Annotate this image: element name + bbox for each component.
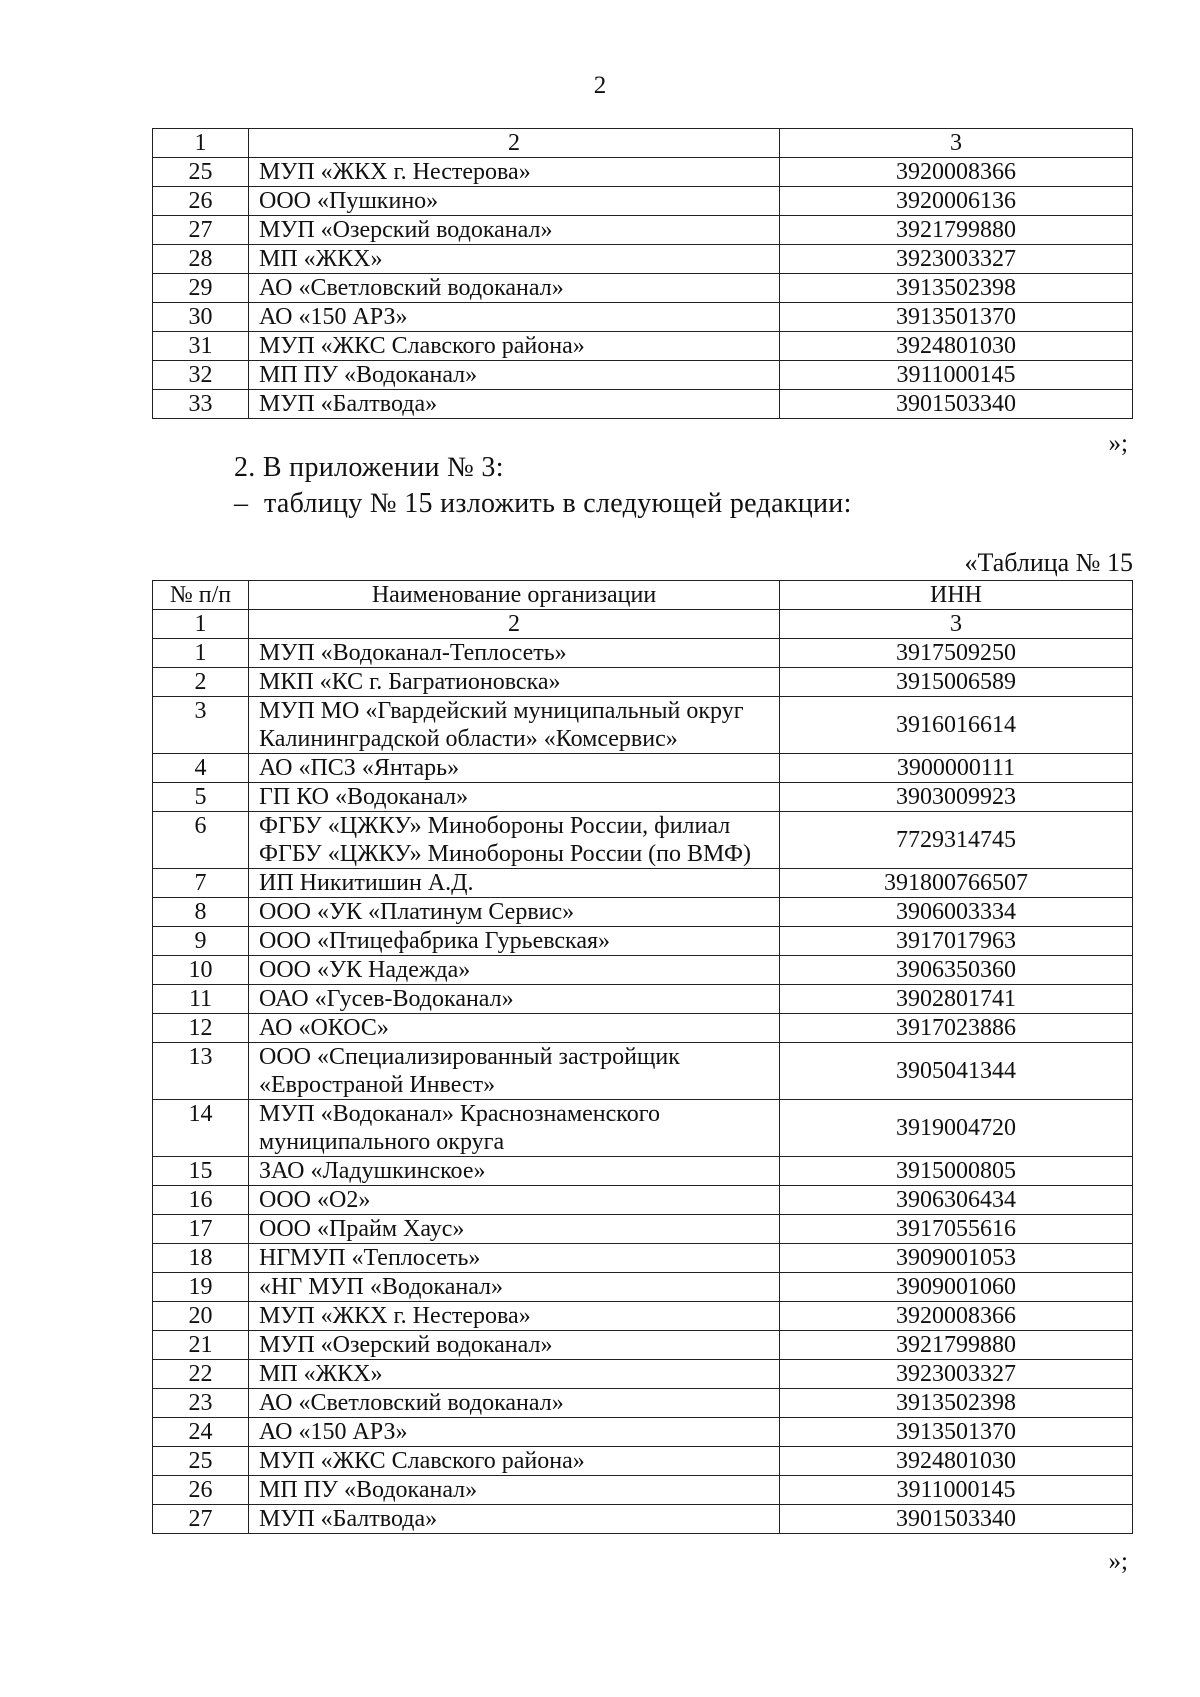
- table-row: [153, 812, 1133, 869]
- table-row: [153, 1043, 1133, 1100]
- inn-value: 3920006136: [780, 187, 1133, 216]
- table-row: [153, 158, 1133, 187]
- inn-value: 3913501370: [780, 1418, 1133, 1447]
- organization-name: МУП «Балтвода»: [249, 1505, 780, 1534]
- column-number-2: 2: [249, 610, 780, 639]
- column-number-3: 3: [780, 610, 1133, 639]
- inn-value: 3913502398: [780, 274, 1133, 303]
- organization-name: ООО «УК Надежда»: [249, 956, 780, 985]
- inn-value: 3913502398: [780, 1389, 1133, 1418]
- inn-value: 3917023886: [780, 1014, 1133, 1043]
- table-row: [153, 1244, 1133, 1273]
- inn-value: 3905041344: [780, 1043, 1133, 1100]
- organization-name: ИП Никитишин А.Д.: [249, 869, 780, 898]
- row-number: 26: [153, 1476, 249, 1505]
- inn-value: 3921799880: [780, 1331, 1133, 1360]
- organization-name: МУП «ЖКС Славского района»: [249, 1447, 780, 1476]
- section-heading-appendix-3: 2. В приложении № 3:: [234, 452, 504, 483]
- table-row: [153, 754, 1133, 783]
- inn-value: 3924801030: [780, 1447, 1133, 1476]
- table-row: [153, 1302, 1133, 1331]
- table-row: [153, 303, 1133, 332]
- table-row: [153, 1186, 1133, 1215]
- organization-name: АО «150 АРЗ»: [249, 1418, 780, 1447]
- row-number: 19: [153, 1273, 249, 1302]
- organization-name: ООО «Специализированный застройщик «Евространой Инвест»: [249, 1043, 780, 1100]
- table-row: [153, 1331, 1133, 1360]
- inn-value: 3909001060: [780, 1273, 1133, 1302]
- organization-name: НГМУП «Теплосеть»: [249, 1244, 780, 1273]
- row-number: 16: [153, 1186, 249, 1215]
- organization-name: МУП «ЖКХ г. Нестерова»: [249, 158, 780, 187]
- table-row: [153, 1157, 1133, 1186]
- inn-value: 391800766507: [780, 869, 1133, 898]
- column-numbers-row: [153, 610, 1133, 639]
- column-number-3: 3: [780, 129, 1133, 158]
- organization-name: МУП МО «Гвардейский муниципальный округ Калининградской области» «Комсервис»: [249, 697, 780, 754]
- inn-value: 3909001053: [780, 1244, 1133, 1273]
- organization-name: ООО «Прайм Хаус»: [249, 1215, 780, 1244]
- inn-value: 3911000145: [780, 361, 1133, 390]
- organization-name: МУП «Озерский водоканал»: [249, 1331, 780, 1360]
- organization-name: ФГБУ «ЦЖКУ» Минобороны России, филиал ФГБУ «ЦЖКУ» Минобороны России (по ВМФ): [249, 812, 780, 869]
- closing-quote-first: »;: [1108, 430, 1128, 457]
- row-number: 1: [153, 639, 249, 668]
- inn-value: 3924801030: [780, 332, 1133, 361]
- table-row: [153, 1215, 1133, 1244]
- table-row: [153, 332, 1133, 361]
- inn-value: 3906306434: [780, 1186, 1133, 1215]
- organization-name: ООО «О2»: [249, 1186, 780, 1215]
- row-number: 14: [153, 1100, 249, 1157]
- row-number: 11: [153, 985, 249, 1014]
- header-row: [153, 129, 1133, 158]
- table-row: [153, 869, 1133, 898]
- organization-name: АО «150 АРЗ»: [249, 303, 780, 332]
- row-number: 22: [153, 1360, 249, 1389]
- table-row: [153, 1273, 1133, 1302]
- inn-value: 3917509250: [780, 639, 1133, 668]
- row-number: 13: [153, 1043, 249, 1100]
- row-number: 7: [153, 869, 249, 898]
- inn-value: 3901503340: [780, 1505, 1133, 1534]
- organization-name: МП ПУ «Водоканал»: [249, 1476, 780, 1505]
- table-row: [153, 956, 1133, 985]
- closing-quote-second: »;: [1108, 1548, 1128, 1575]
- organization-name: ООО «УК «Платинум Сервис»: [249, 898, 780, 927]
- table-row: [153, 245, 1133, 274]
- organization-name: АО «Светловский водоканал»: [249, 1389, 780, 1418]
- inn-value: 3915006589: [780, 668, 1133, 697]
- inn-value: 3920008366: [780, 158, 1133, 187]
- row-number: 10: [153, 956, 249, 985]
- column-header-name: Наименование организации: [249, 581, 780, 610]
- table-row: [153, 390, 1133, 419]
- row-number: 2: [153, 668, 249, 697]
- row-number: 9: [153, 927, 249, 956]
- inn-value: 3919004720: [780, 1100, 1133, 1157]
- table-row: [153, 361, 1133, 390]
- inn-value: 3921799880: [780, 216, 1133, 245]
- inn-value: 3901503340: [780, 390, 1133, 419]
- column-header-inn: ИНН: [780, 581, 1133, 610]
- organization-name: МП «ЖКХ»: [249, 1360, 780, 1389]
- table-row: [153, 898, 1133, 927]
- inn-value: 3923003327: [780, 1360, 1133, 1389]
- page-number: 2: [593, 72, 607, 99]
- instruction-text: таблицу № 15 изложить в следующей редакции:: [264, 488, 852, 519]
- organization-name: ГП КО «Водоканал»: [249, 783, 780, 812]
- table-row: [153, 1014, 1133, 1043]
- row-number: 17: [153, 1215, 249, 1244]
- row-number: 3: [153, 697, 249, 754]
- organization-name: ООО «Птицефабрика Гурьевская»: [249, 927, 780, 956]
- column-number-1: 1: [153, 610, 249, 639]
- table-row: [153, 927, 1133, 956]
- row-number: 6: [153, 812, 249, 869]
- organizations-table-continued: [152, 128, 1133, 419]
- table-row: [153, 1360, 1133, 1389]
- row-number: 27: [153, 216, 249, 245]
- inn-value: 3917055616: [780, 1215, 1133, 1244]
- row-number: 28: [153, 245, 249, 274]
- row-number: 29: [153, 274, 249, 303]
- row-number: 21: [153, 1331, 249, 1360]
- table-row: [153, 1389, 1133, 1418]
- organization-name: МП ПУ «Водоканал»: [249, 361, 780, 390]
- row-number: 33: [153, 390, 249, 419]
- organization-name: МУП «ЖКХ г. Нестерова»: [249, 1302, 780, 1331]
- organizations-table-15: [152, 580, 1133, 1534]
- table-row: [153, 1505, 1133, 1534]
- inn-value: 7729314745: [780, 812, 1133, 869]
- row-number: 23: [153, 1389, 249, 1418]
- row-number: 25: [153, 1447, 249, 1476]
- row-number: 12: [153, 1014, 249, 1043]
- row-number: 24: [153, 1418, 249, 1447]
- row-number: 5: [153, 783, 249, 812]
- table-row: [153, 216, 1133, 245]
- row-number: 4: [153, 754, 249, 783]
- inn-value: 3903009923: [780, 783, 1133, 812]
- table-caption: «Таблица № 15: [964, 548, 1133, 577]
- organization-name: АО «Светловский водоканал»: [249, 274, 780, 303]
- organization-name: МУП «Водоканал» Краснознаменского муниципального округа: [249, 1100, 780, 1157]
- table-row: [153, 1447, 1133, 1476]
- row-number: 25: [153, 158, 249, 187]
- row-number: 26: [153, 187, 249, 216]
- inn-value: 3900000111: [780, 754, 1133, 783]
- organization-name: МУП «ЖКС Славского района»: [249, 332, 780, 361]
- inn-value: 3902801741: [780, 985, 1133, 1014]
- table-row: [153, 1418, 1133, 1447]
- row-number: 30: [153, 303, 249, 332]
- row-number: 27: [153, 1505, 249, 1534]
- inn-value: 3920008366: [780, 1302, 1133, 1331]
- row-number: 31: [153, 332, 249, 361]
- organization-name: МП «ЖКХ»: [249, 245, 780, 274]
- organization-name: ОАО «Гусев-Водоканал»: [249, 985, 780, 1014]
- inn-value: 3923003327: [780, 245, 1133, 274]
- column-number-1: 1: [153, 129, 249, 158]
- table-row: [153, 697, 1133, 754]
- row-number: 20: [153, 1302, 249, 1331]
- instruction-line: [234, 488, 852, 520]
- row-number: 8: [153, 898, 249, 927]
- list-dash: –: [234, 488, 249, 519]
- organization-name: ООО «Пушкино»: [249, 187, 780, 216]
- organization-name: МУП «Озерский водоканал»: [249, 216, 780, 245]
- table-row: [153, 985, 1133, 1014]
- organization-name: «НГ МУП «Водоканал»: [249, 1273, 780, 1302]
- table-row: [153, 274, 1133, 303]
- organization-name: ЗАО «Ладушкинское»: [249, 1157, 780, 1186]
- row-number: 32: [153, 361, 249, 390]
- organization-name: МУП «Балтвода»: [249, 390, 780, 419]
- column-header-number: № п/п: [153, 581, 249, 610]
- table-row: [153, 668, 1133, 697]
- table-row: [153, 1476, 1133, 1505]
- row-number: 18: [153, 1244, 249, 1273]
- table-row: [153, 639, 1133, 668]
- table-row: [153, 1100, 1133, 1157]
- inn-value: 3915000805: [780, 1157, 1133, 1186]
- inn-value: 3913501370: [780, 303, 1133, 332]
- table-row: [153, 187, 1133, 216]
- organization-name: АО «ОКОС»: [249, 1014, 780, 1043]
- inn-value: 3906003334: [780, 898, 1133, 927]
- organization-name: МКП «КС г. Багратионовска»: [249, 668, 780, 697]
- table-row: [153, 783, 1133, 812]
- organization-name: АО «ПСЗ «Янтарь»: [249, 754, 780, 783]
- column-number-2: 2: [249, 129, 780, 158]
- inn-value: 3911000145: [780, 1476, 1133, 1505]
- row-number: 15: [153, 1157, 249, 1186]
- inn-value: 3916016614: [780, 697, 1133, 754]
- header-row: [153, 581, 1133, 610]
- inn-value: 3906350360: [780, 956, 1133, 985]
- inn-value: 3917017963: [780, 927, 1133, 956]
- organization-name: МУП «Водоканал-Теплосеть»: [249, 639, 780, 668]
